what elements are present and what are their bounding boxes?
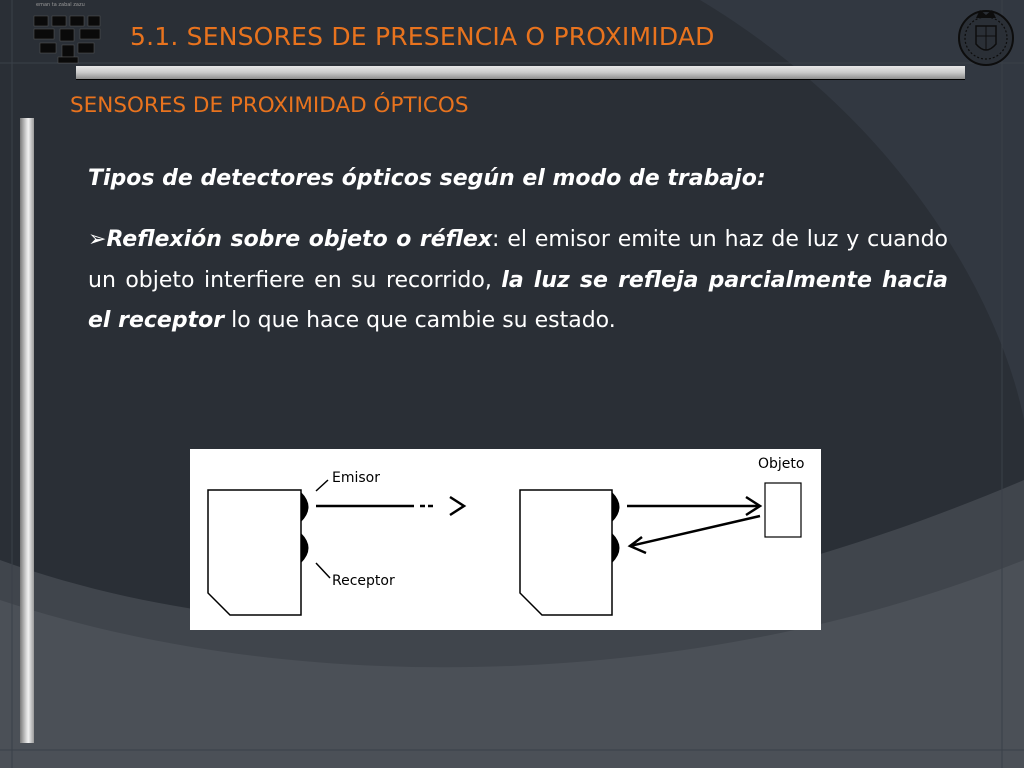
emitter-left [301,492,309,522]
left-decorative-bar [20,118,34,743]
university-logo-icon [30,2,105,64]
university-logo [30,2,105,64]
emisor-pointer [316,480,328,491]
sensor-body-right [520,490,612,615]
emphasis-text: la luz se refleja parcialmente hacia el receptor [88,267,948,333]
beam-reflected [630,516,760,546]
term-reflex: Reflexión sobre objeto o réflex [106,227,493,252]
diagram-figure [190,449,821,630]
label-objeto: Objeto [758,456,805,472]
label-receptor: Receptor [332,573,395,589]
paragraph-text-1: : el emisor emite un haz de luz y cuando un objeto interfiere en su recorrido, [88,227,948,293]
content-heading: Tipos de detectores ópticos según el modo de trabajo: [88,166,766,191]
receptor-pointer [316,563,330,578]
sensor-body-left [208,490,301,615]
receiver-left [301,533,309,563]
crest-seal-icon [956,4,1016,70]
receiver-right [612,533,620,563]
beam-arrowhead [450,497,464,515]
paragraph-text-2: lo que hace que cambie su estado. [224,308,616,333]
logo-motto: eman ta zabal zazu [36,2,85,8]
emitter-right [612,492,620,522]
reflex-sensor-diagram [190,449,821,630]
crest-seal [956,4,1016,70]
page-title: 5.1. SENSORES DE PRESENCIA O PROXIMIDAD [130,22,715,51]
bullet-paragraph [88,220,948,342]
bullet-arrow-icon: ➢ [88,227,107,252]
section-subtitle: SENSORES DE PROXIMIDAD ÓPTICOS [70,93,469,118]
target-object [765,483,801,537]
slide-content [88,160,948,342]
title-underline-bar [76,66,965,79]
label-emisor: Emisor [332,470,380,486]
